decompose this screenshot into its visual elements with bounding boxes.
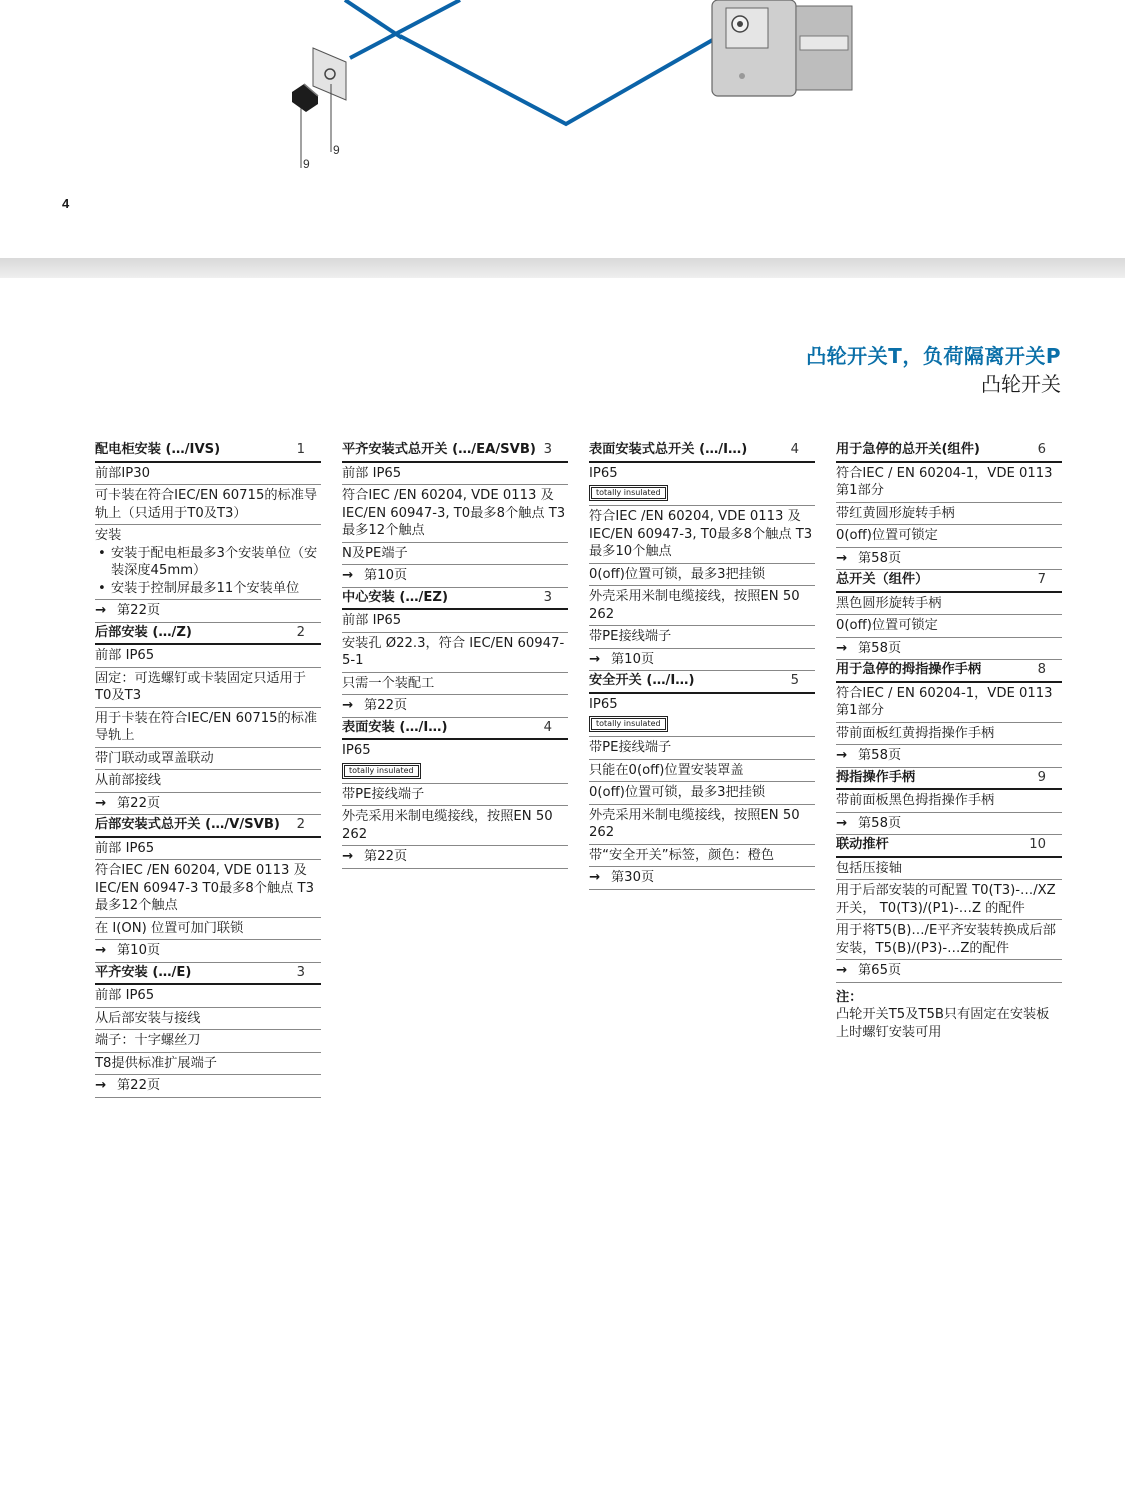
arrow-right-icon: →	[95, 603, 107, 618]
spec-cell: 外壳采用米制电缆接线，按照EN 50 262	[589, 805, 815, 845]
spec-cell: 前部 IP65	[342, 610, 568, 633]
spec-cell: 0(off)位置可锁定	[836, 525, 1062, 548]
page-link[interactable]: → 第22页	[95, 600, 321, 623]
column-2	[342, 440, 568, 869]
page-link[interactable]: → 第10页	[95, 940, 321, 963]
page-subtitle: 凸轮开关	[981, 372, 1061, 396]
arrow-right-icon: →	[836, 963, 848, 978]
section-header: 表面安装 (…/I…) 4	[342, 718, 568, 741]
bullet-item: • 安装于控制屏最多11个安装单位	[95, 580, 321, 598]
spec-cell: T8提供标准扩展端子	[95, 1053, 321, 1076]
spec-cell: N及PE端子	[342, 543, 568, 566]
spec-cell: 符合IEC /EN 60204, VDE 0113 及IEC/EN 60947-3, T0最多8个触点 T3最多10个触点	[589, 506, 815, 564]
spec-cell: 带PE接线端子	[589, 737, 815, 760]
spec-cell: 用于将T5(B)…/E平齐安装转换成后部安装，T5(B)/(P3)-…Z的配件	[836, 920, 1062, 960]
section-header: 平齐安装式总开关 (…/EA/SVB) 3	[342, 440, 568, 463]
page-link[interactable]: → 第22页	[342, 846, 568, 869]
leader-line-3	[400, 30, 730, 124]
page-separator	[0, 258, 1125, 278]
section-header: 用于急停的总开关(组件) 6	[836, 440, 1062, 463]
spec-cell: 前部 IP65	[95, 645, 321, 668]
page-link[interactable]: → 第22页	[95, 1075, 321, 1098]
page-link[interactable]: → 第58页	[836, 548, 1062, 571]
spec-cell: 0(off)位置可锁定	[836, 615, 1062, 638]
spec-cell: 符合IEC /EN 60204, VDE 0113 及IEC/EN 60947-3, T0最多8个触点 T3最多12个触点	[342, 485, 568, 543]
arrow-right-icon: →	[95, 795, 107, 811]
arrow-right-icon: →	[342, 698, 354, 713]
spec-cell: 端子：十字螺丝刀	[95, 1030, 321, 1053]
spec-cell: IP65 totally insulated	[342, 740, 568, 784]
spec-cell: IP65 totally insulated	[589, 463, 815, 507]
spec-cell: IP65 totally insulated	[589, 694, 815, 738]
page-link[interactable]: → 第58页	[836, 745, 1062, 768]
totally-insulated-badge: totally insulated	[342, 763, 421, 779]
spec-cell: 0(off)位置可锁，最多3把挂锁	[589, 782, 815, 805]
spec-cell: 在 I(ON) 位置可加门联锁	[95, 918, 321, 941]
spec-cell: 带红黄圆形旋转手柄	[836, 503, 1062, 526]
leader-line-1	[345, 0, 402, 38]
section-header: 后部安装式总开关 (…/V/SVB) 2	[95, 815, 321, 838]
section-header: 中心安装 (…/EZ) 3	[342, 588, 568, 611]
page-title: 凸轮开关T，负荷隔离开关P	[806, 344, 1061, 368]
section-header: 后部安装 (…/Z) 2	[95, 623, 321, 646]
spec-cell: 可卡装在符合IEC/EN 60715的标准导轨上（只适用于T0及T3）	[95, 485, 321, 525]
spec-cell: 外壳采用米制电缆接线，按照EN 50 262	[589, 586, 815, 626]
arrow-right-icon: →	[589, 870, 601, 885]
arrow-right-icon: →	[589, 651, 601, 667]
spec-cell: 包括压接轴	[836, 858, 1062, 881]
page-link[interactable]: → 第10页	[342, 565, 568, 588]
page-link[interactable]: → 第30页	[589, 867, 815, 890]
arrow-right-icon: →	[836, 550, 848, 566]
spec-cell: 符合IEC / EN 60204-1，VDE 0113 第1部分	[836, 683, 1062, 723]
spec-cell: 带前面板黑色拇指操作手柄	[836, 790, 1062, 813]
note-text: 凸轮开关T5及T5B只有固定在安装板上时螺钉安装可用	[836, 1007, 1050, 1040]
spec-cell: 只需一个装配工	[342, 673, 568, 696]
callout-number: 9	[333, 143, 340, 157]
arrow-right-icon: →	[836, 640, 848, 656]
page-link[interactable]: → 第22页	[342, 695, 568, 718]
catalog-page	[0, 278, 1125, 1500]
arrow-right-icon: →	[95, 1078, 107, 1093]
callout-number: 9	[303, 157, 310, 171]
spec-cell: 固定：可选螺钉或卡装固定只适用于T0及T3	[95, 668, 321, 708]
section-header: 平齐安装 (…/E) 3	[95, 963, 321, 986]
thumb-handle-icon	[292, 84, 318, 112]
page-number: 4	[62, 196, 70, 211]
page-link[interactable]: → 第65页	[836, 960, 1062, 983]
section-header: 拇指操作手柄 9	[836, 768, 1062, 791]
spec-cell: 用于卡装在符合IEC/EN 60715的标准导轨上	[95, 708, 321, 748]
arrow-right-icon: →	[95, 943, 107, 958]
spec-cell: 符合IEC /EN 60204, VDE 0113 及IEC/EN 60947-3 T0最多8个触点 T3最多12个触点	[95, 860, 321, 918]
totally-insulated-badge: totally insulated	[589, 716, 668, 732]
previous-page	[0, 0, 1125, 258]
section-header: 安全开关 (…/I…) 5	[589, 671, 815, 694]
spec-cell: 前部 IP65	[95, 985, 321, 1008]
spec-cell: 黑色圆形旋转手柄	[836, 593, 1062, 616]
page-link[interactable]: → 第10页	[589, 649, 815, 672]
spec-cell: 0(off)位置可锁，最多3把挂锁	[589, 564, 815, 587]
totally-insulated-badge: totally insulated	[589, 485, 668, 501]
column-3	[589, 440, 815, 890]
spec-cell: 前部 IP65	[342, 463, 568, 486]
spec-cell: 只能在0(off)位置安装罩盖	[589, 760, 815, 783]
spec-cell: 前部IP30	[95, 463, 321, 486]
spec-cell: 带PE接线端子	[589, 626, 815, 649]
spec-cell: 安装孔 Ø22.3，符合 IEC/EN 60947-5-1	[342, 633, 568, 673]
arrow-right-icon: →	[836, 748, 848, 763]
spec-cell: 带门联动或罩盖联动	[95, 748, 321, 771]
page-link[interactable]: → 第58页	[836, 813, 1062, 836]
section-header: 联动推杆 10	[836, 835, 1062, 858]
spec-cell: 带PE接线端子	[342, 784, 568, 807]
column-4	[836, 440, 1062, 1041]
product-illustration	[0, 0, 1125, 258]
page-link[interactable]: → 第22页	[95, 793, 321, 816]
spec-cell: 用于后部安装的可配置 T0(T3)-…/XZ开关， T0(T3)/(P1)-…Z 的配件	[836, 880, 1062, 920]
front-plate-icon	[313, 48, 346, 100]
spec-cell: 带“安全开关”标签，颜色：橙色	[589, 845, 815, 868]
spec-cell: 从前部接线	[95, 770, 321, 793]
spec-cell: 从后部安装与接线	[95, 1008, 321, 1031]
section-header: 总开关（组件） 7	[836, 570, 1062, 593]
leader-line-2	[350, 0, 460, 58]
column-1	[95, 440, 321, 1098]
spec-cell: 外壳采用米制电缆接线，按照EN 50 262	[342, 806, 568, 846]
spec-cell: 安装 • 安装于配电柜最多3个安装单位（安装深度45mm） • 安装于控制屏最多11个安装单位	[95, 525, 321, 600]
spec-cell: 带前面板红黄拇指操作手柄	[836, 723, 1062, 746]
note-label: 注：	[836, 989, 863, 1005]
page-link[interactable]: → 第58页	[836, 638, 1062, 661]
arrow-right-icon: →	[836, 815, 848, 831]
arrow-right-icon: →	[342, 849, 354, 864]
arrow-right-icon: →	[342, 568, 354, 583]
section-header: 表面安装式总开关 (…/I…) 4	[589, 440, 815, 463]
spec-cell: 前部 IP65	[95, 838, 321, 861]
spec-cell: 符合IEC / EN 60204-1，VDE 0113 第1部分	[836, 463, 1062, 503]
section-header: 配电柜安装 (…/IVS) 1	[95, 440, 321, 463]
bullet-item: • 安装于配电柜最多3个安装单位（安装深度45mm）	[95, 545, 321, 580]
section-header: 用于急停的拇指操作手柄 8	[836, 660, 1062, 683]
